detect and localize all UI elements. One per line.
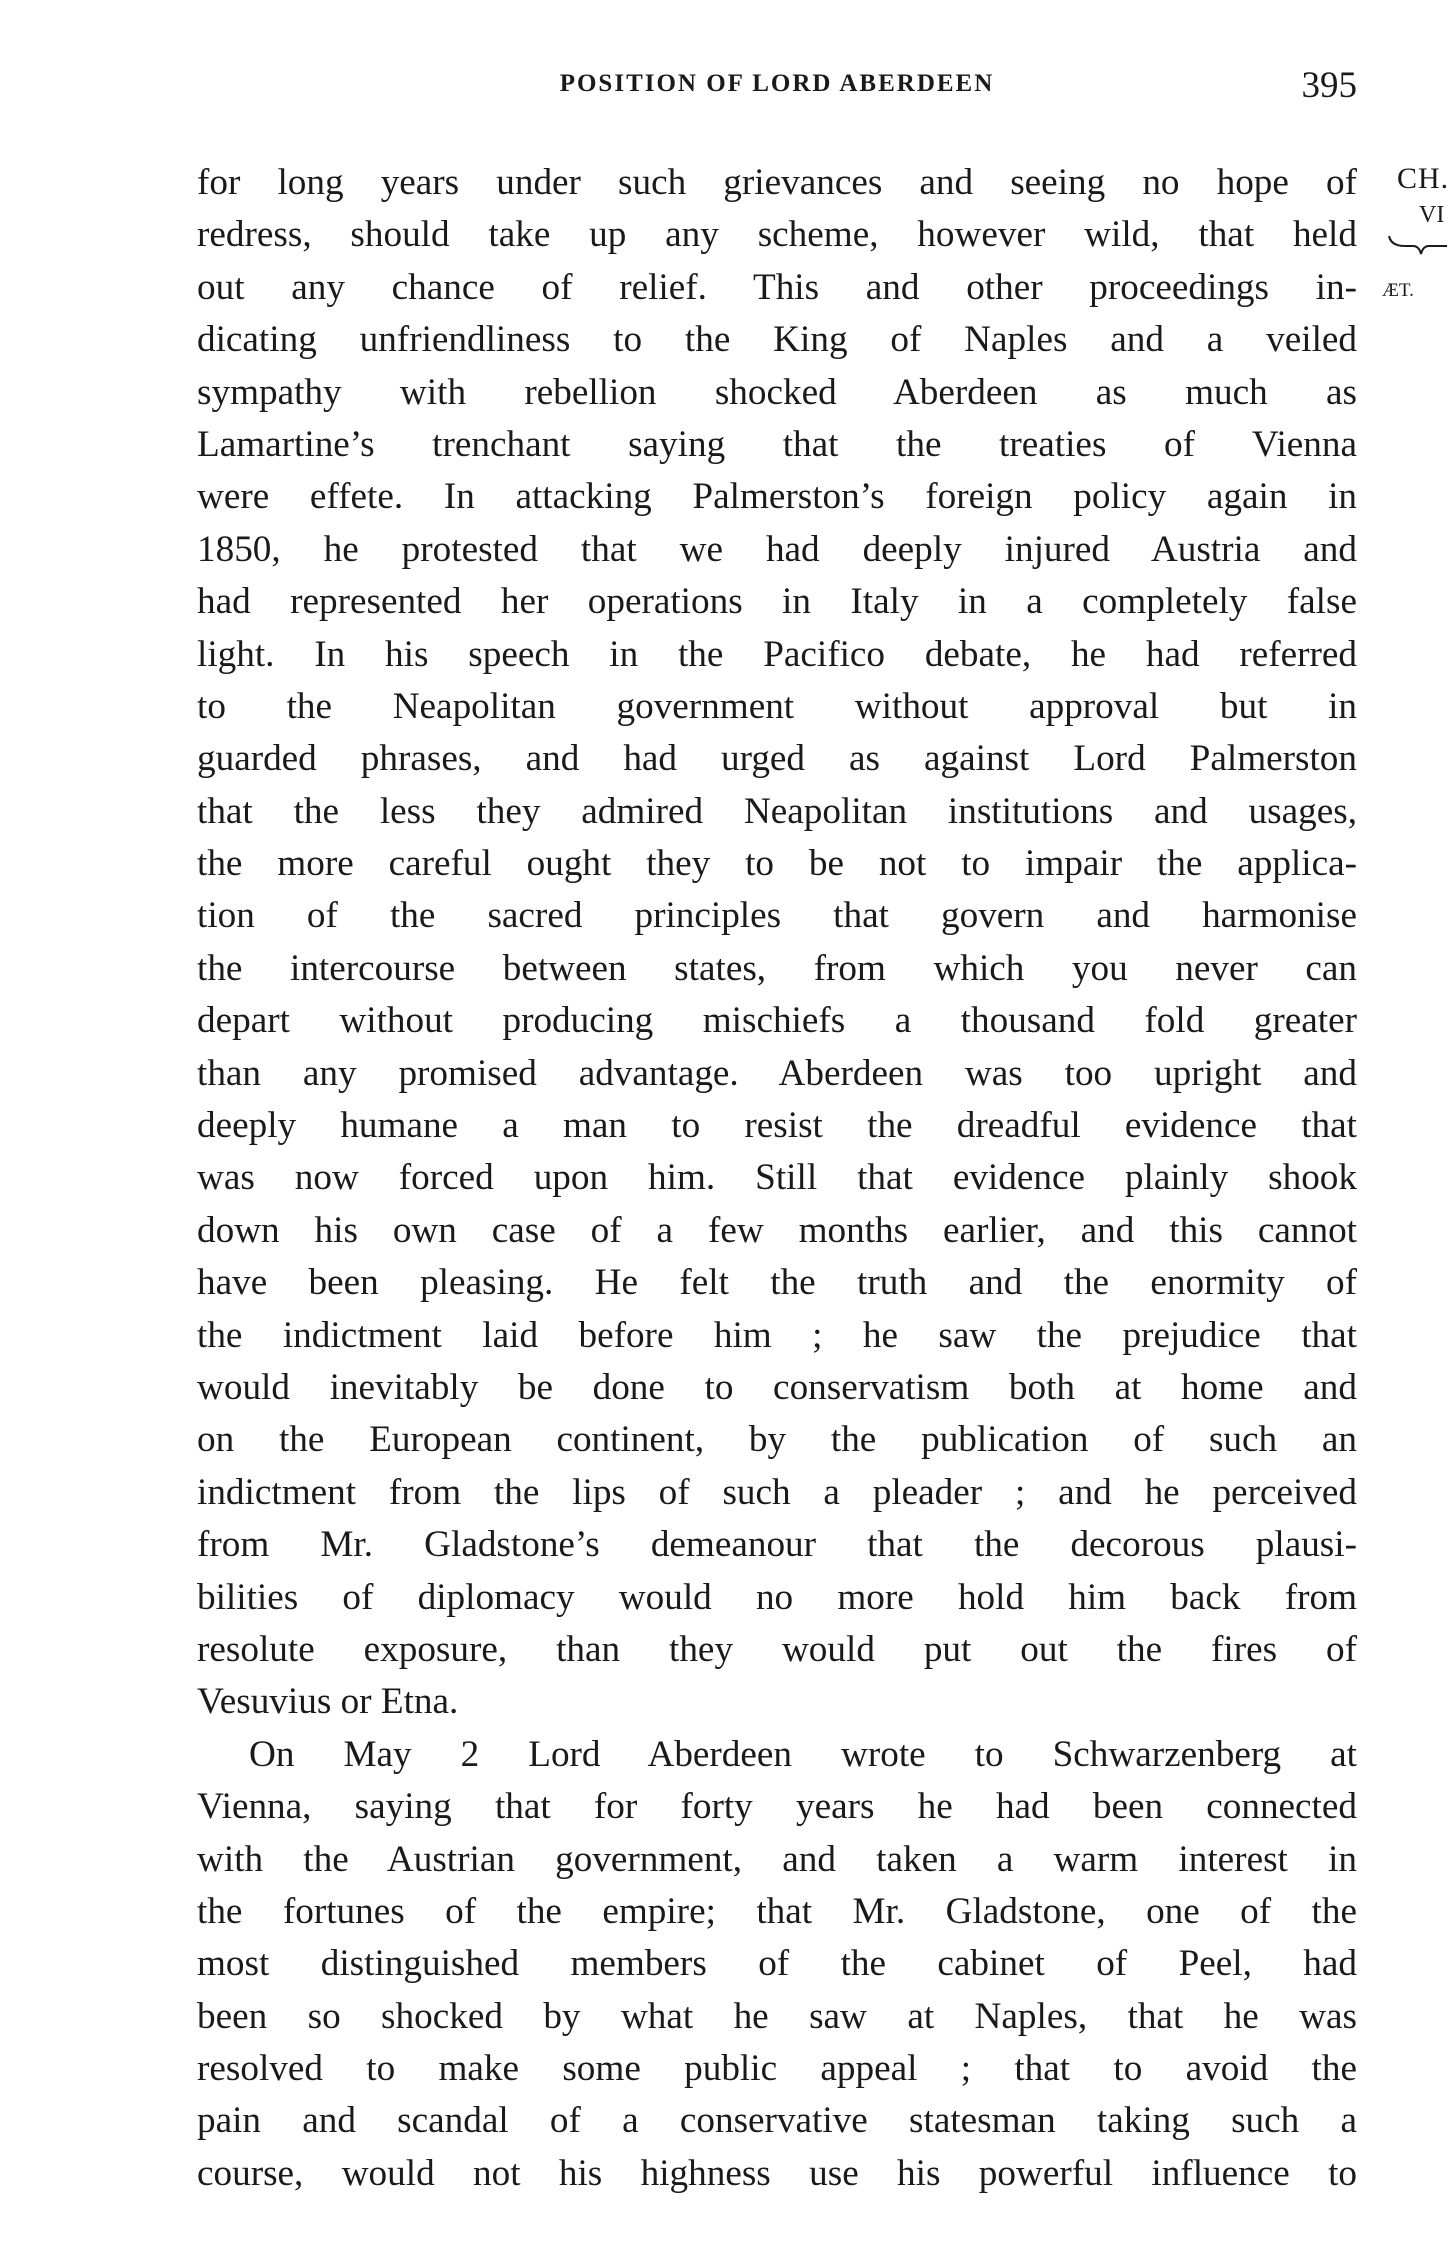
text-line: the fortunes of the empire; that Mr. Gladstone, one of the xyxy=(197,1890,1357,1932)
page-number: 395 xyxy=(1301,65,1357,106)
text-line: sympathy with rebellion shocked Aberdeen as much as xyxy=(197,371,1357,413)
text-line: out any chance of relief. This and other proceedings in- xyxy=(197,266,1357,308)
text-line: most distinguished members of the cabinet of Peel, had xyxy=(197,1943,1357,1985)
chapter-label: CH. xyxy=(1397,162,1450,195)
text-line: Vesuvius or Etna. xyxy=(197,1681,459,1723)
text-line: indictment from the lips of such a pleader ; and he perceived xyxy=(197,1471,1357,1513)
text-line: to the Neapolitan government without approval but in xyxy=(197,685,1357,727)
running-title: POSITION OF LORD ABERDEEN xyxy=(559,70,995,97)
text-line: from Mr. Gladstone’s demeanour that the decorous plausi- xyxy=(197,1524,1357,1566)
text-line: resolute exposure, than they would put out the fires of xyxy=(197,1628,1357,1670)
text-line: Vienna, saying that for forty years he had been connected xyxy=(197,1786,1357,1828)
page-header xyxy=(197,65,1357,120)
text-line: was now forced upon him. Still that evidence plainly shook xyxy=(197,1157,1357,1199)
text-line: bilities of diplomacy would no more hold him back from xyxy=(197,1576,1357,1618)
text-line: down his own case of a few months earlier, and this cannot xyxy=(197,1209,1357,1251)
text-line: the indictment laid before him ; he saw the prejudice that xyxy=(197,1314,1357,1356)
text-line: resolved to make some public appeal ; that to avoid the xyxy=(197,2048,1357,2090)
text-line: would inevitably be done to conservatism both at home and xyxy=(197,1366,1357,1408)
text-line: guarded phrases, and had urged as against Lord Palmerston xyxy=(197,738,1357,780)
text-line: the more careful ought they to be not to impair the applica- xyxy=(197,843,1357,885)
text-line: depart without producing mischiefs a thousand fold greater xyxy=(197,1000,1357,1042)
text-line: deeply humane a man to resist the dreadful evidence that xyxy=(197,1105,1357,1147)
chapter-number: VI xyxy=(1419,202,1445,228)
text-line: on the European continent, by the publication of such an xyxy=(197,1419,1357,1461)
text-line: 1850, he protested that we had deeply injured Austria and xyxy=(197,528,1357,570)
text-line: been so shocked by what he saw at Naples, that he was xyxy=(197,1995,1357,2037)
text-line: course, would not his highness use his powerful influence to xyxy=(197,2152,1357,2194)
brace-icon xyxy=(1387,232,1451,260)
text-line: tion of the sacred principles that govern and harmonise xyxy=(197,895,1357,937)
text-line: for long years under such grievances and seeing no hope of xyxy=(197,162,1357,203)
text-line: dicating unfriendliness to the King of Naples and a veiled xyxy=(197,319,1357,361)
text-line: that the less they admired Neapolitan institutions and usages, xyxy=(197,790,1357,832)
body-text xyxy=(197,157,1357,2200)
age-label: ÆT. xyxy=(1382,280,1414,301)
text-line: with the Austrian government, and taken a warm interest in xyxy=(197,1838,1357,1880)
text-line: were effete. In attacking Palmerston’s foreign policy again in xyxy=(197,476,1357,518)
text-line: pain and scandal of a conservative statesman taking such a xyxy=(197,2100,1357,2142)
text-line: Lamartine’s trenchant saying that the treaties of Vienna xyxy=(197,423,1357,465)
text-line: than any promised advantage. Aberdeen was too upright and xyxy=(197,1052,1357,1094)
text-line: had represented her operations in Italy in a completely false xyxy=(197,581,1357,623)
text-line: the intercourse between states, from which you never can xyxy=(197,947,1357,989)
text-line: light. In his speech in the Pacifico debate, he had referred xyxy=(197,633,1357,675)
text-line: have been pleasing. He felt the truth and the enormity of xyxy=(197,1262,1357,1304)
text-line: redress, should take up any scheme, however wild, that held xyxy=(197,214,1357,256)
text-line: On May 2 Lord Aberdeen wrote to Schwarzenberg at xyxy=(249,1733,1357,1775)
